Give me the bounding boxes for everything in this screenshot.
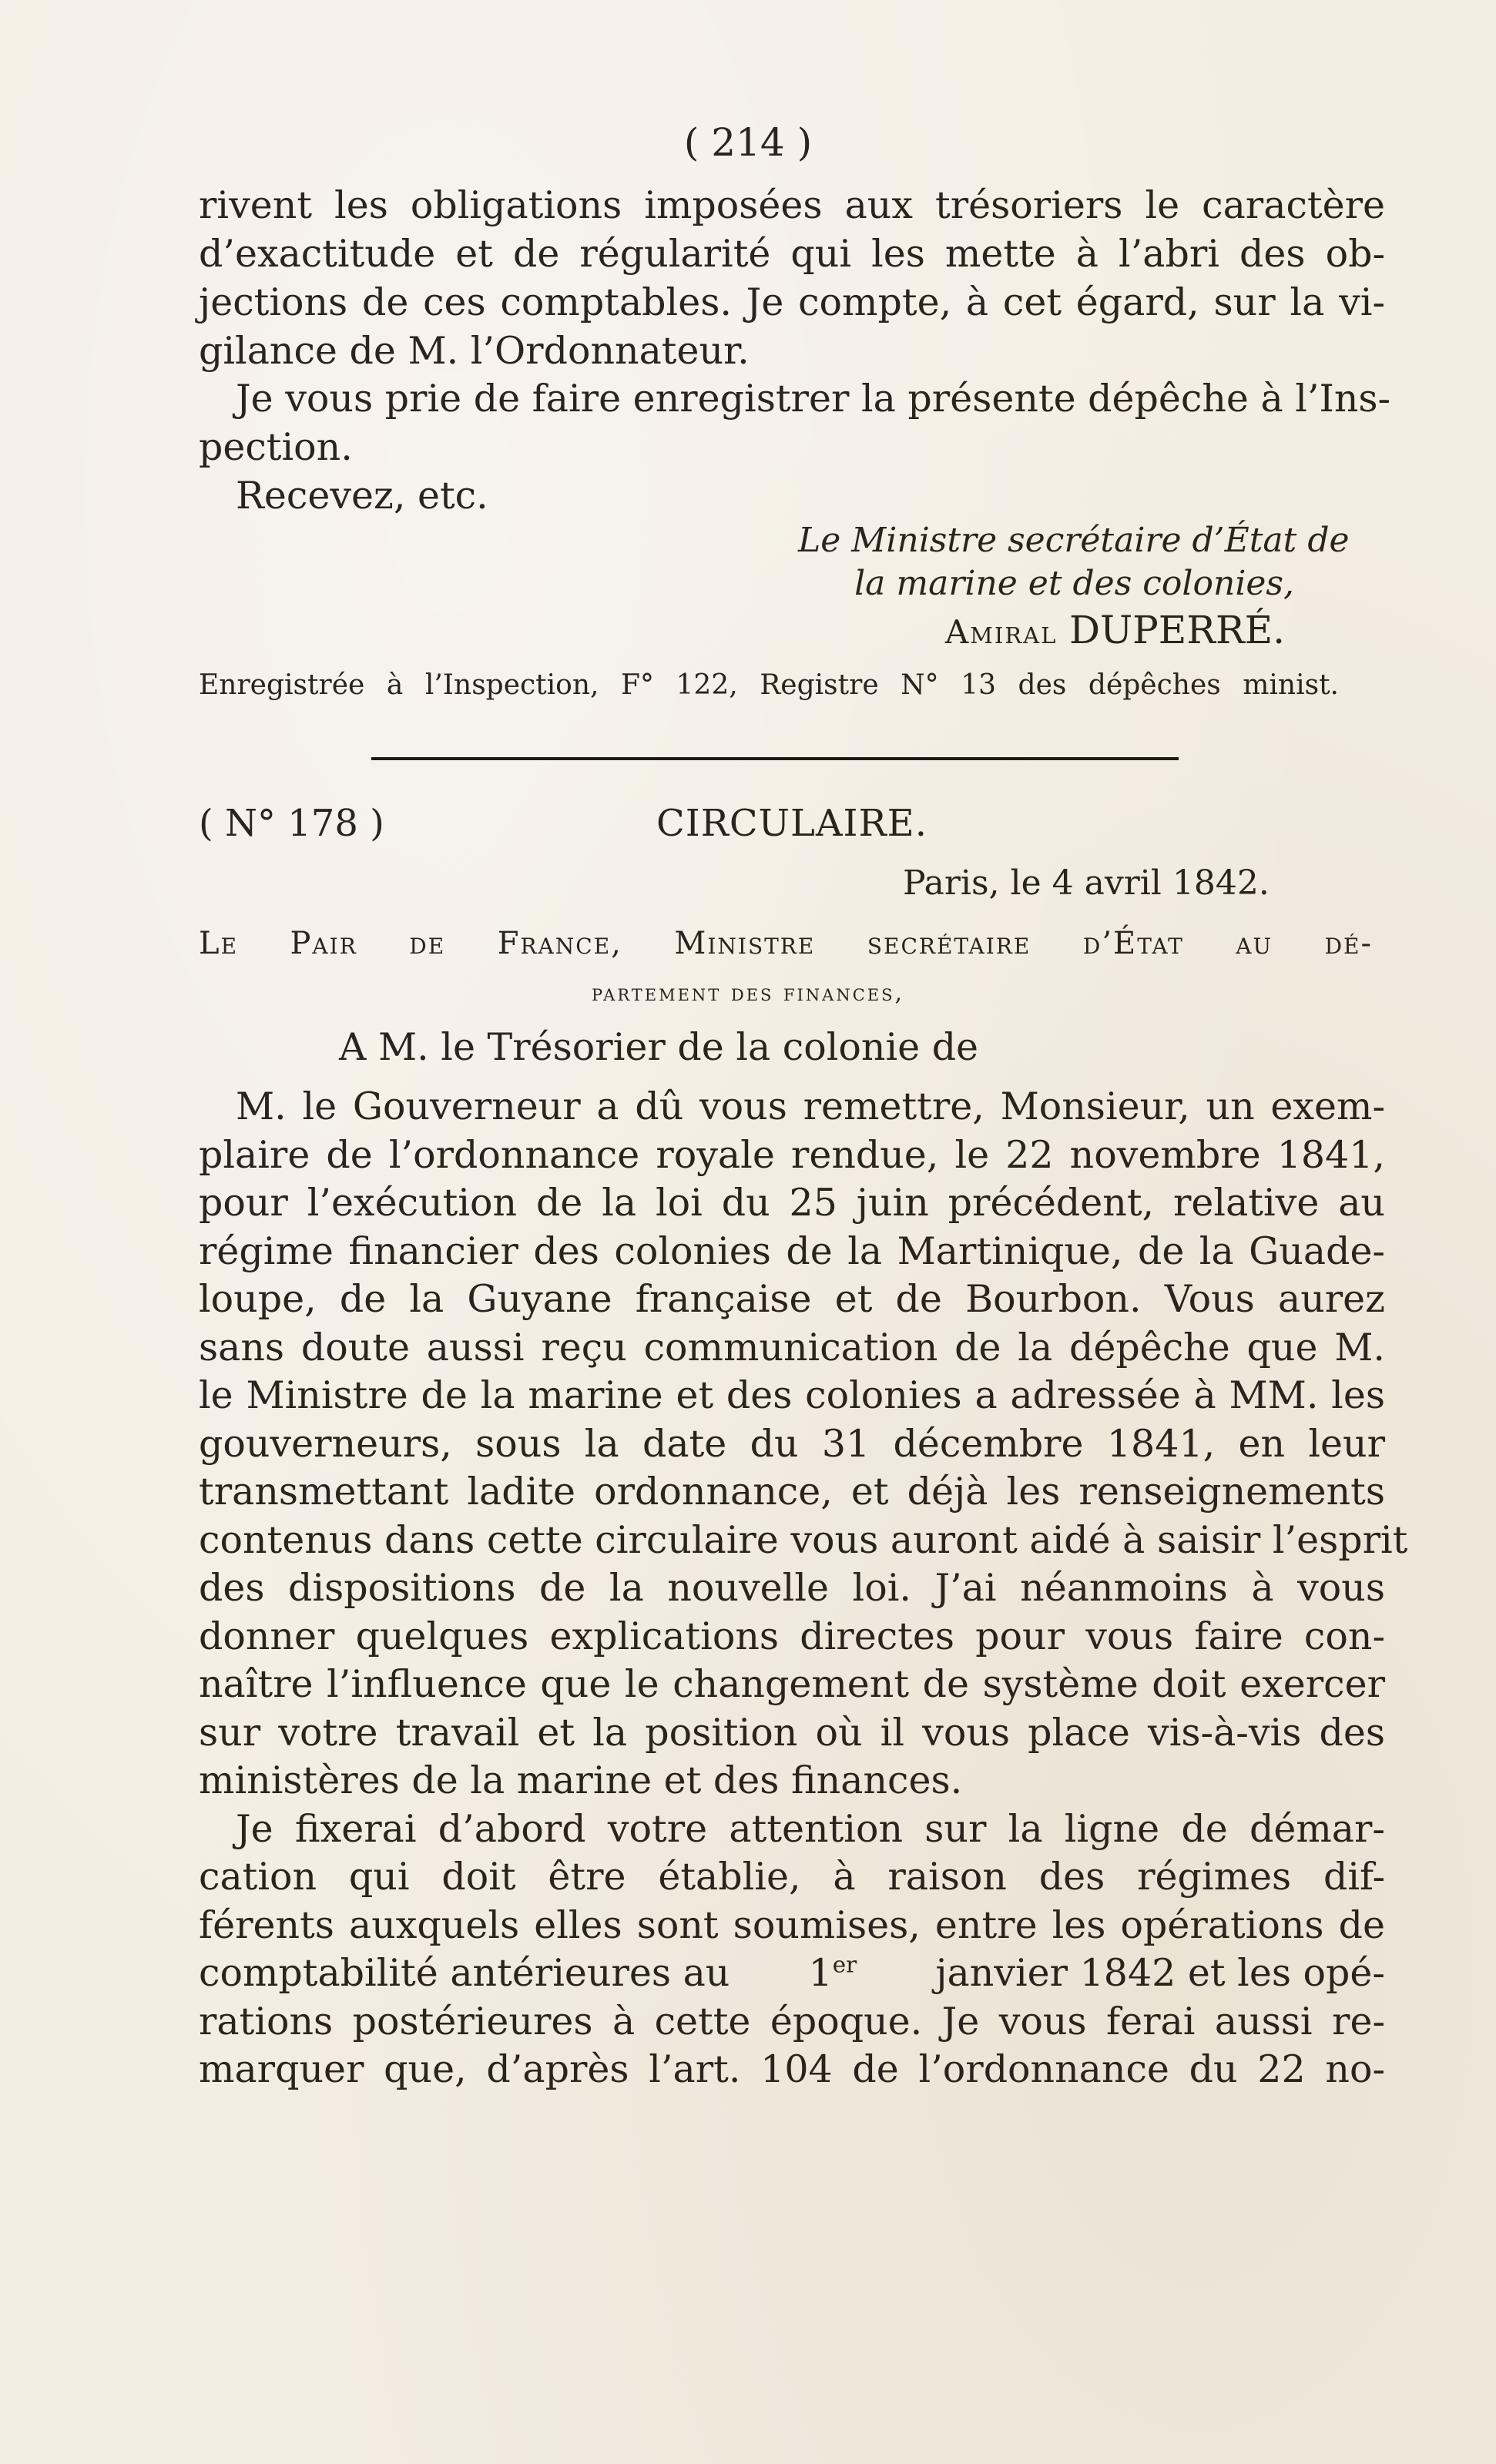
para2-line-4 [199,1951,1385,1995]
para1-line-11: des dispositions de la nouvelle loi. J’ai néanmoins à vous [199,1566,1385,1610]
letter-line-5: Je vous prie de faire enregistrer la présente dépêche à l’Ins- [236,377,1391,421]
para2-line-5: rations postérieures à cette époque. Je vous ferai aussi re- [199,2000,1385,2043]
signature-name [884,608,1285,652]
circular-number: ( N° 178 ) [199,802,384,845]
page-number: ( 214 ) [683,120,813,165]
para1-line-4: régime financier des colonies de la Martinique, de la Guade- [199,1229,1385,1273]
para1-line-12: donner quelques explications directes pour vous faire con- [199,1614,1385,1658]
para1-line-14: sur votre travail et la position où il vous place vis-à-vis des [199,1711,1385,1755]
letter-line-6: pection. [199,425,353,469]
ordinal-suffix: er [832,1951,857,1978]
para2-line-1: Je fixerai d’abord votre attention sur la ligne de démar- [236,1807,1385,1851]
sender-heading-line-2: partement des finances, [591,980,905,1007]
letter-line-1: rivent les obligations imposées aux trésoriers le caractère [199,183,1385,227]
para1-line-13: naître l’influence que le changement de système doit exercer [199,1662,1385,1706]
para2-line-2: cation qui doit être établie, à raison des régimes dif- [199,1855,1385,1899]
addressee: A M. le Trésorier de la colonie de [339,1025,979,1069]
para1-line-2: plaire de l’ordonnance royale rendue, le 22 novembre 1841, [199,1133,1385,1177]
para2-line-4-part-b: janvier 1842 et les opé- [935,1951,1385,1995]
ordinal-first [808,1951,857,1995]
para1-line-15: ministères de la marine et des finances. [199,1758,963,1802]
para2-line-6: marquer que, d’après l’art. 104 de l’ordonnance du 22 no- [199,2047,1385,2091]
para2-line-4-part-a: comptabilité antérieures au [199,1951,730,1995]
para1-line-10: contenus dans cette circulaire vous auront aidé à saisir l’esprit [199,1518,1408,1562]
para1-line-3: pour l’exécution de la loi du 25 juin précédent, relative au [199,1181,1385,1225]
letter-line-2: d’exactitude et de régularité qui les mette à l’abri des ob- [199,232,1385,276]
registration-note: Enregistrée à l’Inspection, F° 122, Registre N° 13 des dépêches minist. [199,669,1339,701]
signature-rank: Amiral [944,613,1058,651]
circular-title: CIRCULAIRE. [656,802,927,845]
para1-line-8: gouverneurs, sous la date du 31 décembre 1841, en leur [199,1422,1385,1466]
para1-line-1: M. le Gouverneur a dû vous remettre, Monsieur, un exem- [236,1084,1385,1128]
signature-title-line-1: Le Ministre secrétaire d’État de [798,521,1350,560]
para1-line-5: loupe, de la Guyane française et de Bourbon. Vous aurez [199,1277,1385,1321]
signature-surname: DUPERRÉ. [1068,608,1285,652]
circular-date: Paris, le 4 avril 1842. [903,863,1270,903]
letter-line-4: gilance de M. l’Ordonnateur. [199,329,750,373]
para2-line-3: férents auxquels elles sont soumises, entre les opérations de [199,1903,1385,1947]
sender-heading-line-1: Le Pair de France, Ministre secrétaire d’État au dé- [199,926,1373,961]
para1-line-7: le Ministre de la marine et des colonies a adressée à MM. les [199,1373,1385,1417]
para1-line-6: sans doute aussi reçu communication de la dépêche que M. [199,1326,1385,1369]
signature-title-line-2: la marine et des colonies, [854,564,1294,603]
ordinal-number: 1 [808,1951,833,1995]
letter-closing: Recevez, etc. [236,474,488,518]
section-divider [371,757,1179,760]
letter-line-3: jections de ces comptables. Je compte, à cet égard, sur la vi- [199,280,1385,324]
para1-line-9: transmettant ladite ordonnance, et déjà les renseignements [199,1470,1385,1514]
